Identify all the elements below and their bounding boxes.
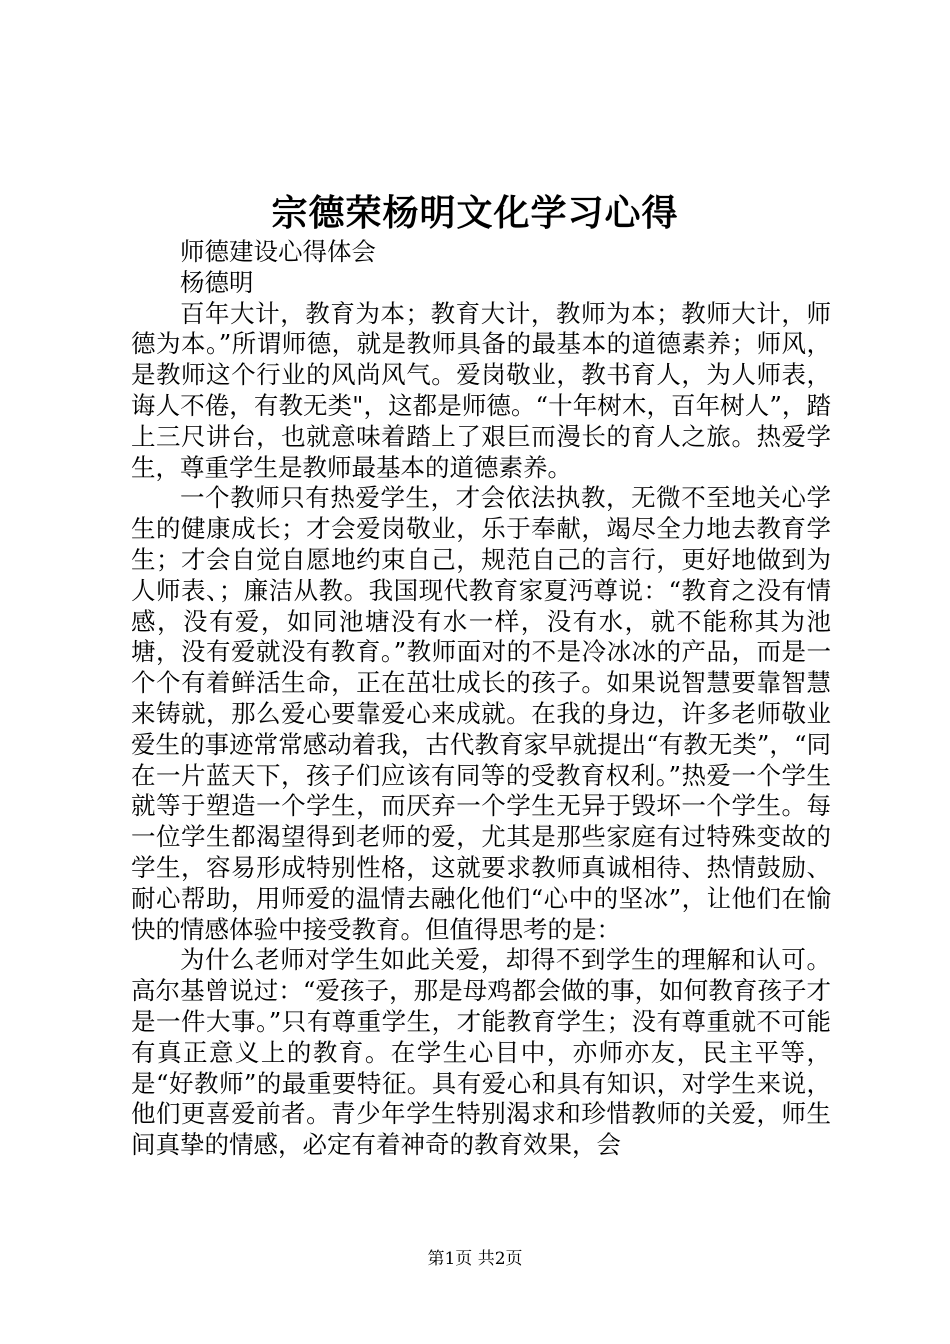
paragraph-2: 一个教师只有热爱学生，才会依法执教，无微不至地关心学生的健康成长；才会爱岗敬业，乐于奉献，竭尽全力地去教育学生；才会自觉自愿地约束自己，规范自己的言行，更好地做到为人师表、；廉洁从教。我国现代教育家夏沔尊说：“教育之没有情感，没有爱，如同池塘没有水一样，没有水，就不能称其为池塘，没有爱就没有教育。”教师面对的不是冷冰冰的产品，而是一个个有着鲜活生命，正在茁壮成长的孩子。如果说智慧要靠智慧来铸就，那么爱心要靠爱心来成就。在我的身边，许多老师敬业爱生的事迹常常感动着我，古代教育家早就提出“有教无类”，“同在一片蓝天下，孩子们应该有同等的受教育权利。”热爱一个学生就等于塑造一个学生，而厌弃一个学生无异于毁坏一个学生。每一位学生都渴望得到老师的爱，尤其是那些家庭有过特殊变故的学生，容易形成特别性格，这就要求教师真诚相待、热情鼓励、耐心帮助，用师爱的温情去融化他们“心中的坚冰”，让他们在愉快的情感体验中接受教育。但值得思考的是： bbox=[131, 483, 831, 944]
paragraph-1: 百年大计，教育为本；教育大计，教师为本；教师大计，师德为本。”所谓师德，就是教师具备的最基本的道德素养；师风，是教师这个行业的风尚风气。爱岗敬业，教书育人，为人师表，诲人不倦，有教无类"，这都是师德。“十年树木，百年树人”，踏上三尺讲台，也就意味着踏上了艰巨而漫长的育人之旅。热爱学生，尊重学生是教师最基本的道德素养。 bbox=[131, 298, 831, 482]
document-subtitle: 师德建设心得体会 bbox=[180, 237, 376, 266]
document-body bbox=[131, 237, 831, 1161]
paragraph-3: 为什么老师对学生如此关爱，却得不到学生的理解和认可。高尔基曾说过：“爱孩子，那是母鸡都会做的事，如何教育孩子才是一件大事。”只有尊重学生，才能教育学生；没有尊重就不可能有真正意义上的教育。在学生心目中，亦师亦友，民主平等，是“好教师”的最重要特征。具有爱心和具有知识，对学生来说，他们更喜爱前者。青少年学生特别渴求和珍惜教师的关爱，师生间真挚的情感，必定有着神奇的教育效果，会 bbox=[131, 945, 831, 1160]
document-author: 杨德明 bbox=[180, 267, 254, 297]
document-title: 宗德荣杨明文化学习心得 bbox=[271, 192, 679, 234]
page-number: 第1页 共2页 bbox=[427, 1249, 523, 1269]
